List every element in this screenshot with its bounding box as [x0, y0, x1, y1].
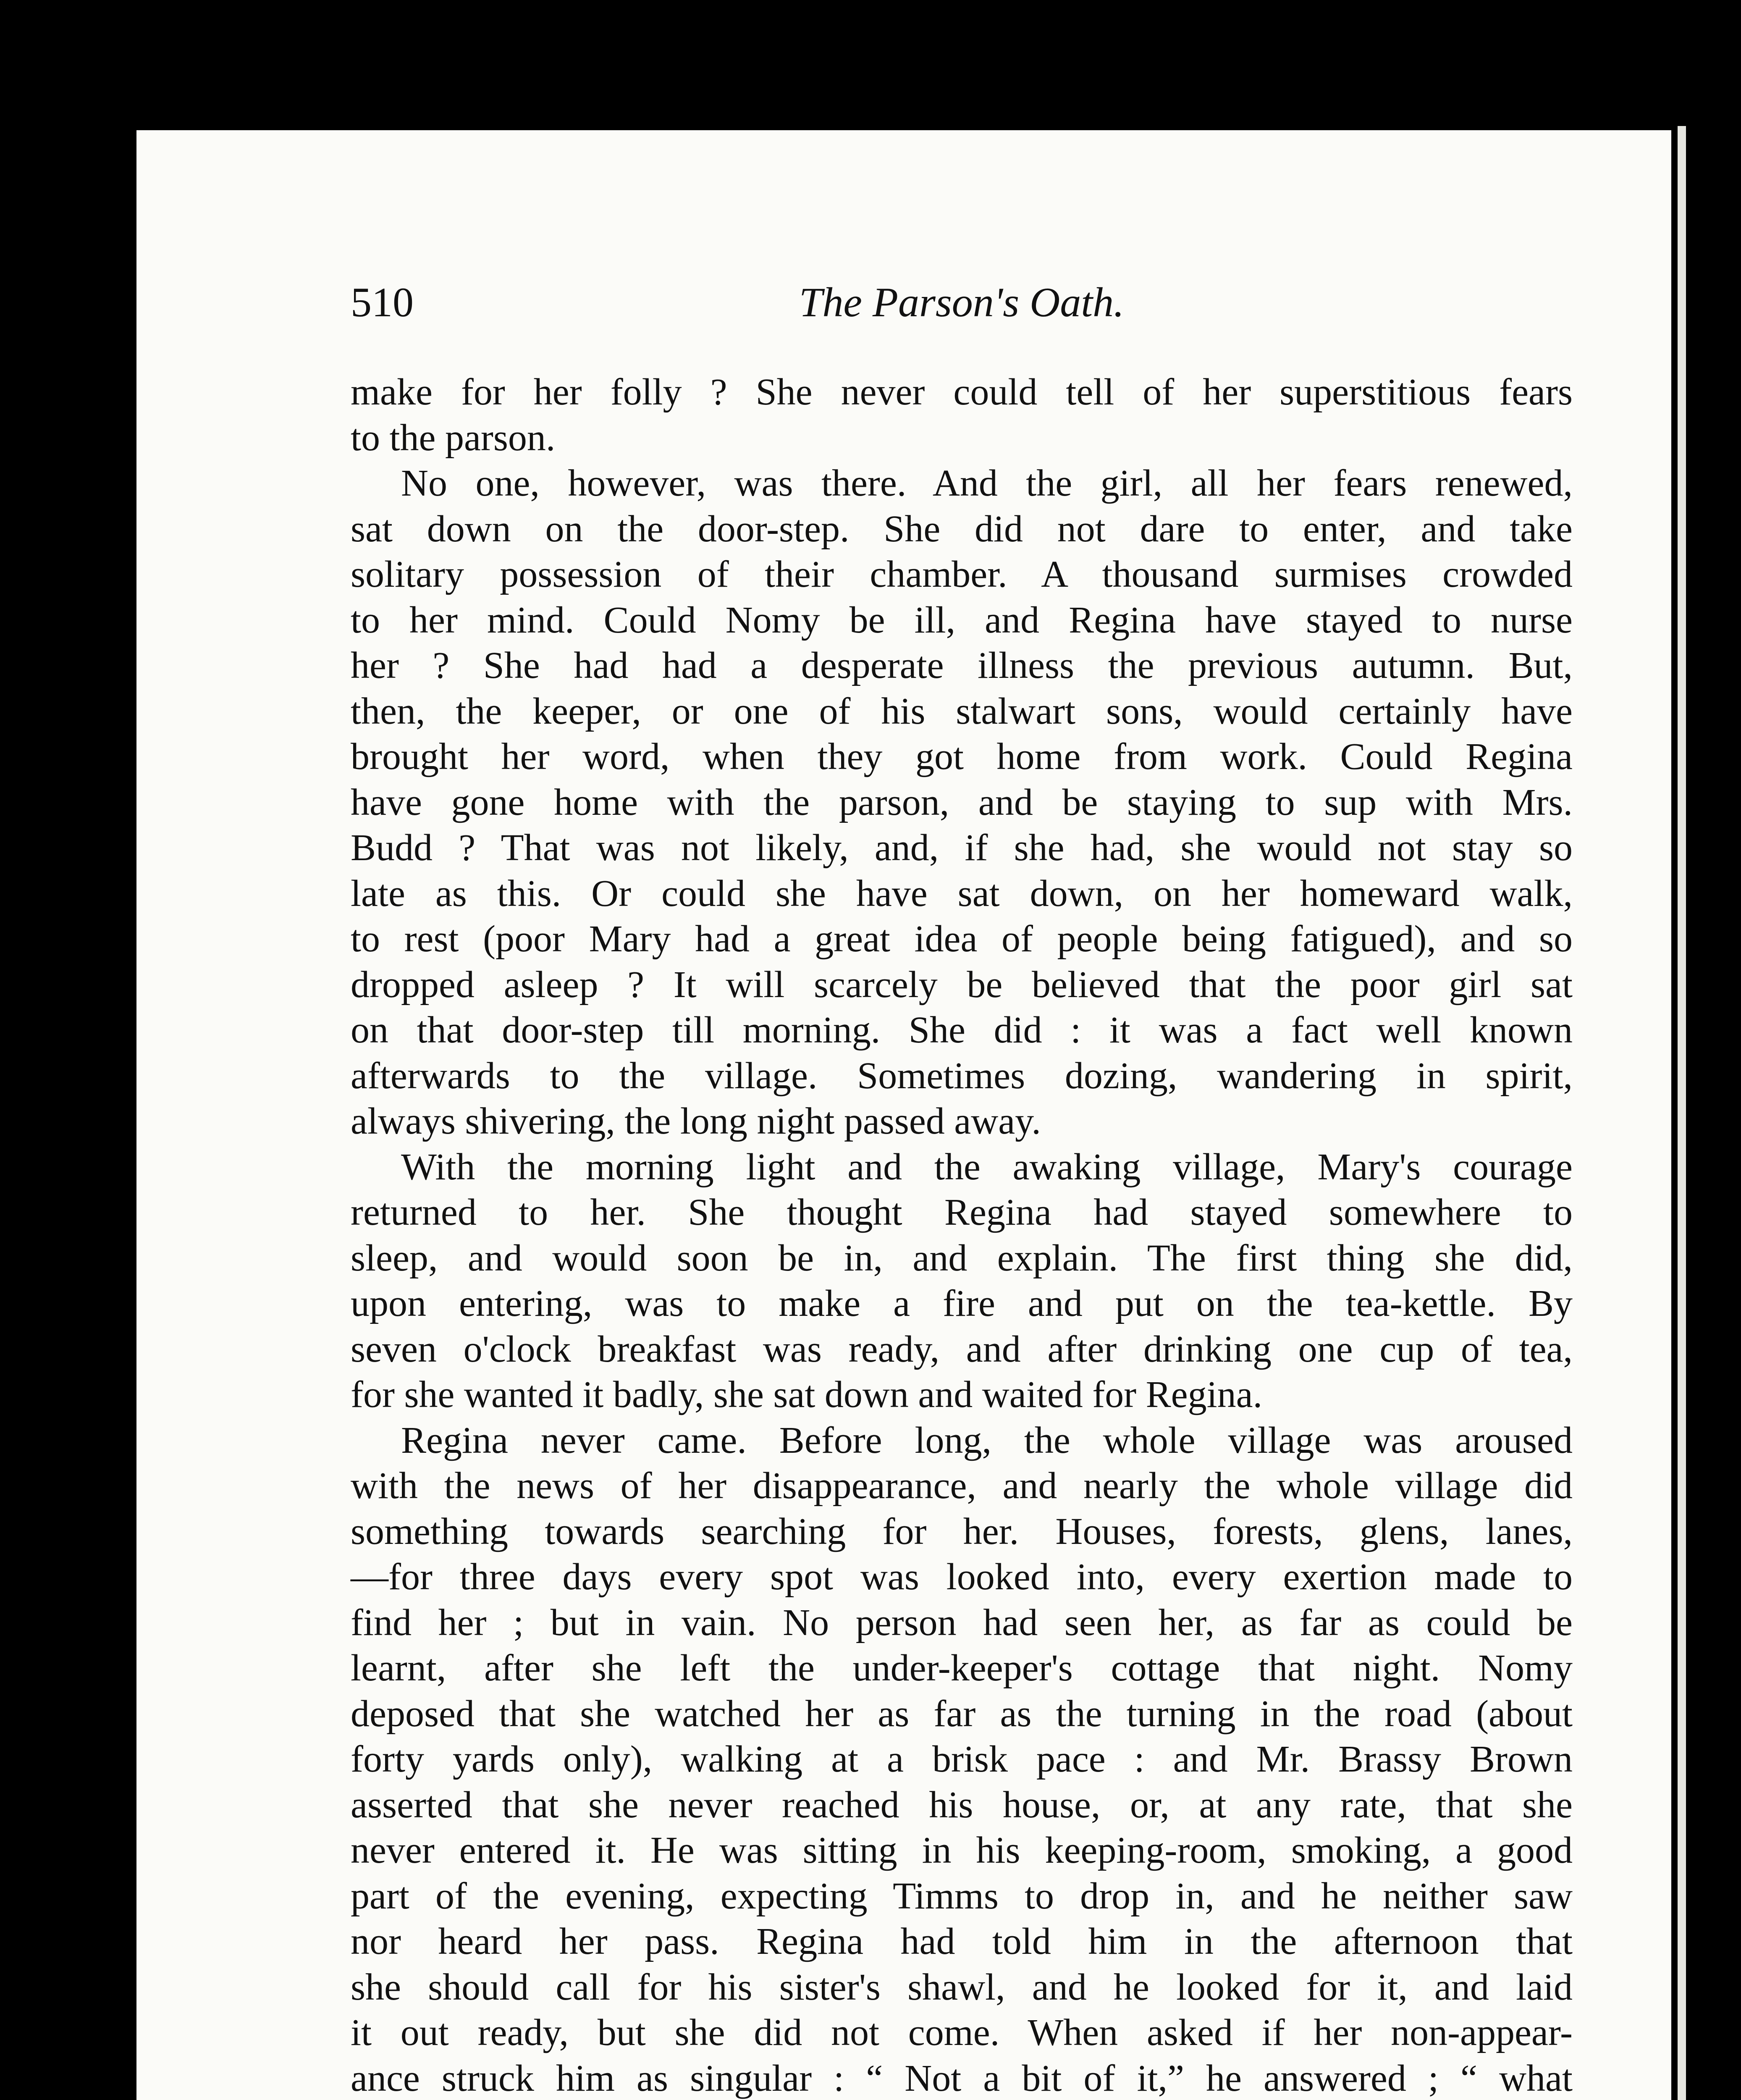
text-line: always shivering, the long night passed away.	[351, 1100, 1041, 1142]
text-line: to rest (poor Mary had a great idea of people being fatigued), and so	[351, 918, 1573, 960]
text-line: nor heard her pass. Regina had told him in the afternoon that	[351, 1921, 1573, 1962]
text-line: Regina never came. Before long, the whole village was aroused	[401, 1419, 1573, 1461]
text-line: seven o'clock breakfast was ready, and after drinking one cup of tea,	[351, 1328, 1573, 1370]
text-line: ance struck him as singular : “ Not a bit of it,” he answered ; “ what	[351, 2057, 1573, 2099]
text-line: make for her folly ? She never could tell of her superstitious fears	[351, 371, 1573, 413]
paragraph	[351, 370, 1573, 461]
page-header	[351, 275, 1573, 330]
text-line: solitary possession of their chamber. A thousand surmises crowded	[351, 554, 1573, 595]
text-line: never entered it. He was sitting in his keeping-room, smoking, a good	[351, 1830, 1573, 1871]
body-text	[351, 370, 1573, 2100]
text-line: her ? She had had a desperate illness the previous autumn. But,	[351, 645, 1573, 686]
text-line: she should call for his sister's shawl, and he looked for it, and laid	[351, 1966, 1573, 2008]
page-number: 510	[351, 279, 414, 326]
text-line: brought her word, when they got home from work. Could Regina	[351, 736, 1573, 777]
text-line: —for three days every spot was looked into, every exertion made to	[351, 1556, 1573, 1598]
text-line: upon entering, was to make a fire and put on the tea-kettle. By	[351, 1283, 1573, 1324]
text-line: then, the keeper, or one of his stalwart sons, would certainly have	[351, 690, 1573, 732]
text-line: asserted that she never reached his house, or, at any rate, that she	[351, 1784, 1573, 1826]
text-line: learnt, after she left the under-keeper's cottage that night. Nomy	[351, 1647, 1573, 1689]
text-line: it out ready, but she did not come. When asked if her non-appear-	[351, 2012, 1573, 2053]
text-line: part of the evening, expecting Timms to drop in, and he neither saw	[351, 1875, 1573, 1917]
text-line: something towards searching for her. Houses, forests, glens, lanes,	[351, 1510, 1573, 1552]
text-line: sat down on the door-step. She did not dare to enter, and take	[351, 508, 1573, 550]
text-line: find her ; but in vain. No person had seen her, as far as could be	[351, 1601, 1573, 1643]
text-line: for she wanted it badly, she sat down and waited for Regina.	[351, 1374, 1263, 1415]
text-line: late as this. Or could she have sat down, on her homeward walk,	[351, 872, 1573, 914]
text-line: with the news of her disappearance, and nearly the whole village did	[351, 1465, 1573, 1507]
text-line: afterwards to the village. Sometimes dozing, wandering in spirit,	[351, 1055, 1573, 1097]
text-line: Budd ? That was not likely, and, if she had, she would not stay so	[351, 827, 1573, 869]
text-line: No one, however, was there. And the girl, all her fears renewed,	[401, 462, 1573, 504]
text-line: forty yards only), walking at a brisk pace : and Mr. Brassy Brown	[351, 1738, 1573, 1780]
paragraph	[351, 461, 1573, 1144]
paragraph	[351, 1144, 1573, 1418]
paragraph	[351, 1418, 1573, 2100]
text-line: dropped asleep ? It will scarcely be believed that the poor girl sat	[351, 963, 1573, 1005]
text-line: on that door-step till morning. She did : it was a fact well known	[351, 1009, 1573, 1051]
running-title: The Parson's Oath.	[799, 279, 1125, 326]
facing-page-edge	[1678, 126, 1686, 2100]
text-line: returned to her. She thought Regina had stayed somewhere to	[351, 1192, 1573, 1233]
text-line: have gone home with the parson, and be staying to sup with Mrs.	[351, 781, 1573, 823]
text-line: deposed that she watched her as far as the turning in the road (about	[351, 1693, 1573, 1735]
text-line: to the parson.	[351, 417, 556, 459]
text-line: to her mind. Could Nomy be ill, and Regina have stayed to nurse	[351, 599, 1573, 641]
text-line: sleep, and would soon be in, and explain. The first thing she did,	[351, 1237, 1573, 1279]
text-line: With the morning light and the awaking village, Mary's courage	[401, 1146, 1573, 1188]
